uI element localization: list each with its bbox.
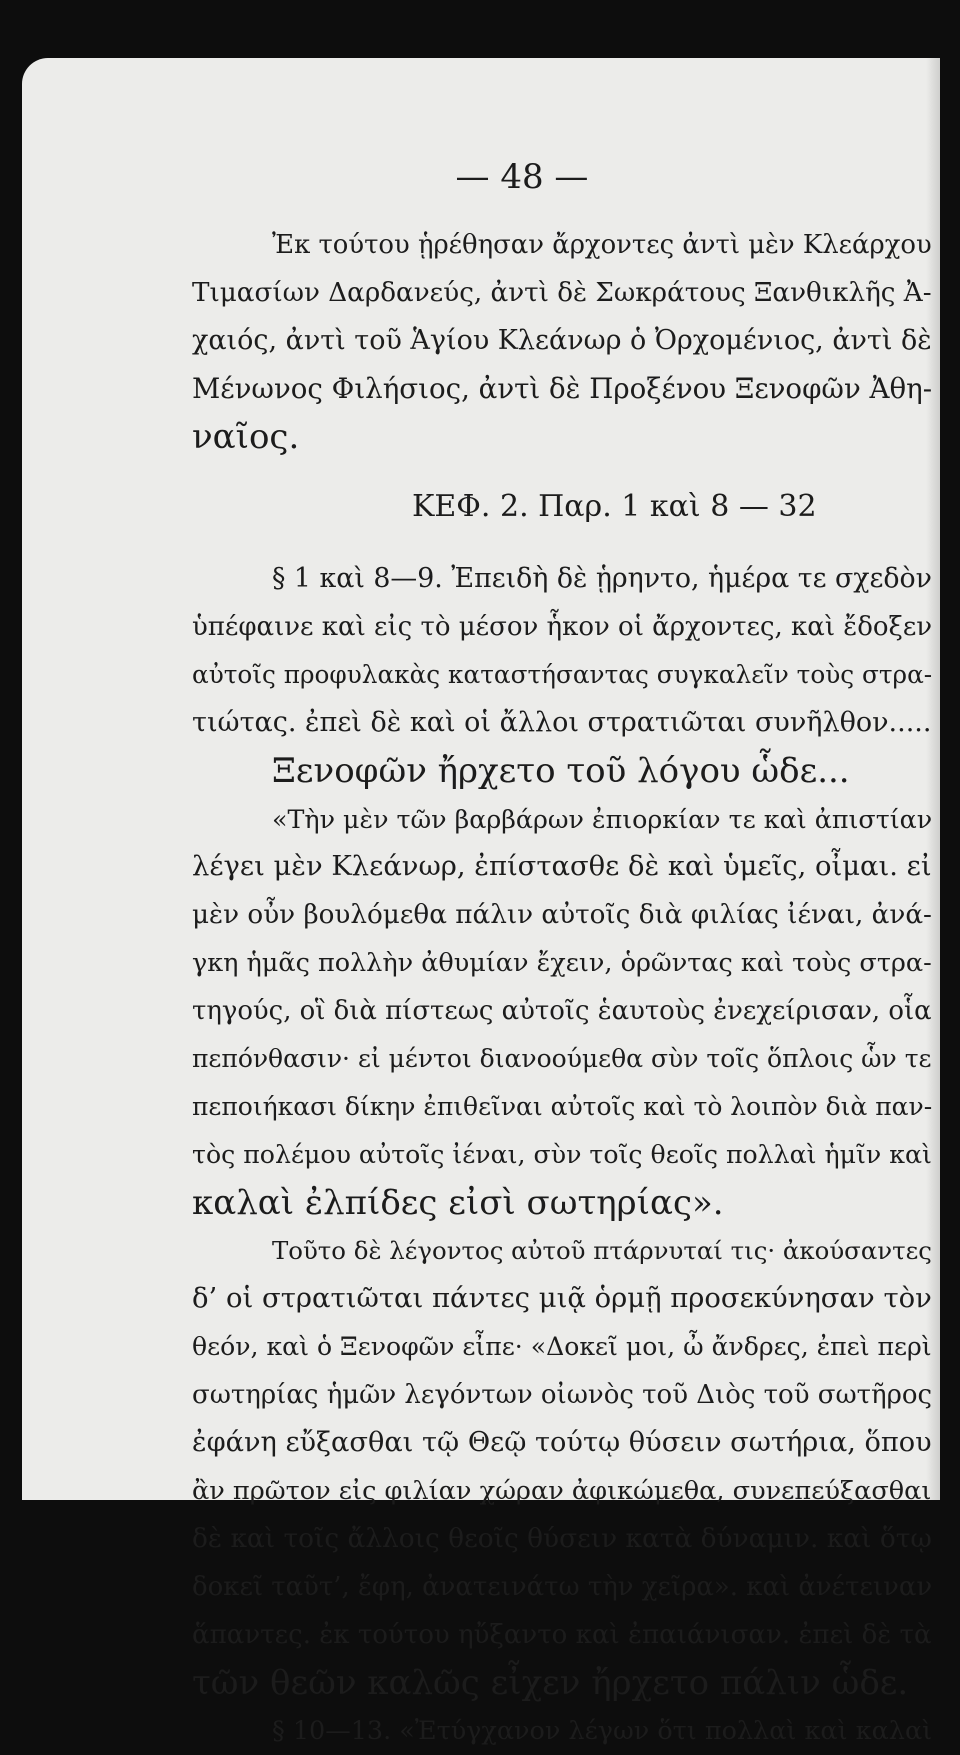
text-line: Ξενοφῶν ἤρχετο τοῦ λόγου ὧδε... [272, 751, 850, 791]
page-text [192, 153, 932, 1755]
paragraph-officers [192, 221, 932, 461]
text-line: σωτηρίας ἡμῶν λεγόντων οἰωνὸς τοῦ Διὸς τοῦ σωτῆρος [192, 1380, 933, 1410]
text-line: τῶν θεῶν καλῶς εἶχεν ἤρχετο πάλιν ὧδε. [192, 1663, 909, 1703]
text-line: Τοῦτο δὲ λέγοντος αὐτοῦ πτάρνυταί τις· ἀκούσαντες [272, 1236, 932, 1265]
paragraph-xenophon-begins [192, 747, 932, 795]
text-line: αὐτοῖς προφυλακὰς καταστήσαντας συγκαλεῖν τοὺς στρα- [192, 660, 933, 689]
text-line: χαιός, ἀντὶ τοῦ Ἁγίου Κλεάνωρ ὁ Ὀρχομένιος, ἀντὶ δὲ [192, 325, 932, 356]
text-line: τιώτας. ἐπεὶ δὲ καὶ οἱ ἄλλοι στρατιῶται συνῆλθον..... [192, 707, 932, 738]
text-line: ἅπαντες. ἐκ τούτου ηὔξαντο καὶ ἐπαιάνισαν. ἐπεὶ δὲ τὰ [192, 1620, 932, 1650]
text-line: δὲ καὶ τοῖς ἄλλοις θεοῖς θύσειν κατὰ δύναμιν. καὶ ὅτῳ [192, 1523, 932, 1554]
text-line: τὸς πολέμου αὐτοῖς ἰέναι, σὺν τοῖς θεοῖς πολλαὶ ἡμῖν καὶ [192, 1140, 932, 1169]
text-line: μὲν οὖν βουλόμεθα πάλιν αὐτοῖς διὰ φιλίας ἰέναι, ἀνά- [192, 900, 932, 930]
text-line: Ἐκ τούτου ᾑρέθησαν ἄρχοντες ἀντὶ μὲν Κλεάρχου [272, 230, 932, 260]
text-line: γκη ἡμᾶς πολλὴν ἀθυμίαν ἔχειν, ὁρῶντας καὶ τοὺς στρα- [192, 948, 932, 978]
text-line: λέγει μὲν Κλεάνωρ, ἐπίστασθε δὲ καὶ ὑμεῖς, οἶμαι. εἰ [192, 851, 932, 882]
text-line: θεόν, καὶ ὁ Ξενοφῶν εἶπε· «Δοκεῖ μοι, ὦ ἄνδρες, ἐπεὶ περὶ [192, 1332, 932, 1361]
text-line: § 10—13. «Ἐτύγχανον λέγων ὅτι πολλαὶ καὶ καλαὶ [272, 1716, 933, 1746]
text-line: τηγούς, οἳ διὰ πίστεως αὐτοῖς ἑαυτοὺς ἐνεχείρισαν, οἷα [192, 996, 932, 1026]
text-line: καλαὶ ἐλπίδες εἰσὶ σωτηρίας». [192, 1183, 724, 1223]
text-line: Μένωνος Φιλήσιος, ἀντὶ δὲ Προξένου Ξενοφῶν Ἀθη- [192, 372, 933, 405]
chapter-heading: ΚΕΦ. 2. Παρ. 1 καὶ 8 — 32 [412, 489, 817, 524]
text-line: «Τὴν μὲν τῶν βαρβάρων ἐπιορκίαν τε καὶ ἀπιστίαν [272, 804, 933, 834]
text-line: δ’ οἱ στρατιῶται πάντες μιᾷ ὁρμῇ προσεκύνησαν τὸν [192, 1283, 932, 1314]
text-line: ἂν πρῶτον εἰς φιλίαν χώραν ἀφικώμεθα, συνεπεύξασθαι [192, 1476, 932, 1506]
text-line: § 1 καὶ 8—9. Ἐπειδὴ δὲ ᾑρηντο, ἡμέρα τε σχεδὸν [272, 563, 932, 594]
book-page [22, 58, 940, 1746]
text-line: ναῖος. [192, 417, 300, 457]
paragraph-next-section [192, 1707, 932, 1755]
paragraph-assembly [192, 555, 932, 747]
text-line: πεποιήκασι δίκην ἐπιθεῖναι αὐτοῖς καὶ τὸ λοιπὸν διὰ παν- [192, 1092, 933, 1121]
text-line: δοκεῖ ταῦτ’, ἔφη, ἀνατεινάτω τὴν χεῖρα». καὶ ἀνέτειναν [192, 1572, 933, 1602]
page-number: — 48 — [455, 157, 589, 197]
text-line: Τιμασίων Δαρδανεύς, ἀντὶ δὲ Σωκράτους Ξανθικλῆς Ἀ- [192, 278, 932, 308]
paragraph-sneeze [192, 1227, 932, 1707]
text-line: ὑπέφαινε καὶ εἰς τὸ μέσον ἧκον οἱ ἄρχοντες, καὶ ἔδοξεν [192, 612, 933, 642]
text-line: ἐφάνη εὔξασθαι τῷ Θεῷ τούτῳ θύσειν σωτήρια, ὅπου [192, 1427, 932, 1458]
paragraph-speech [192, 795, 932, 1227]
text-line: πεπόνθασιν· εἰ μέντοι διανοούμεθα σὺν τοῖς ὅπλοις ὧν τε [192, 1044, 932, 1073]
